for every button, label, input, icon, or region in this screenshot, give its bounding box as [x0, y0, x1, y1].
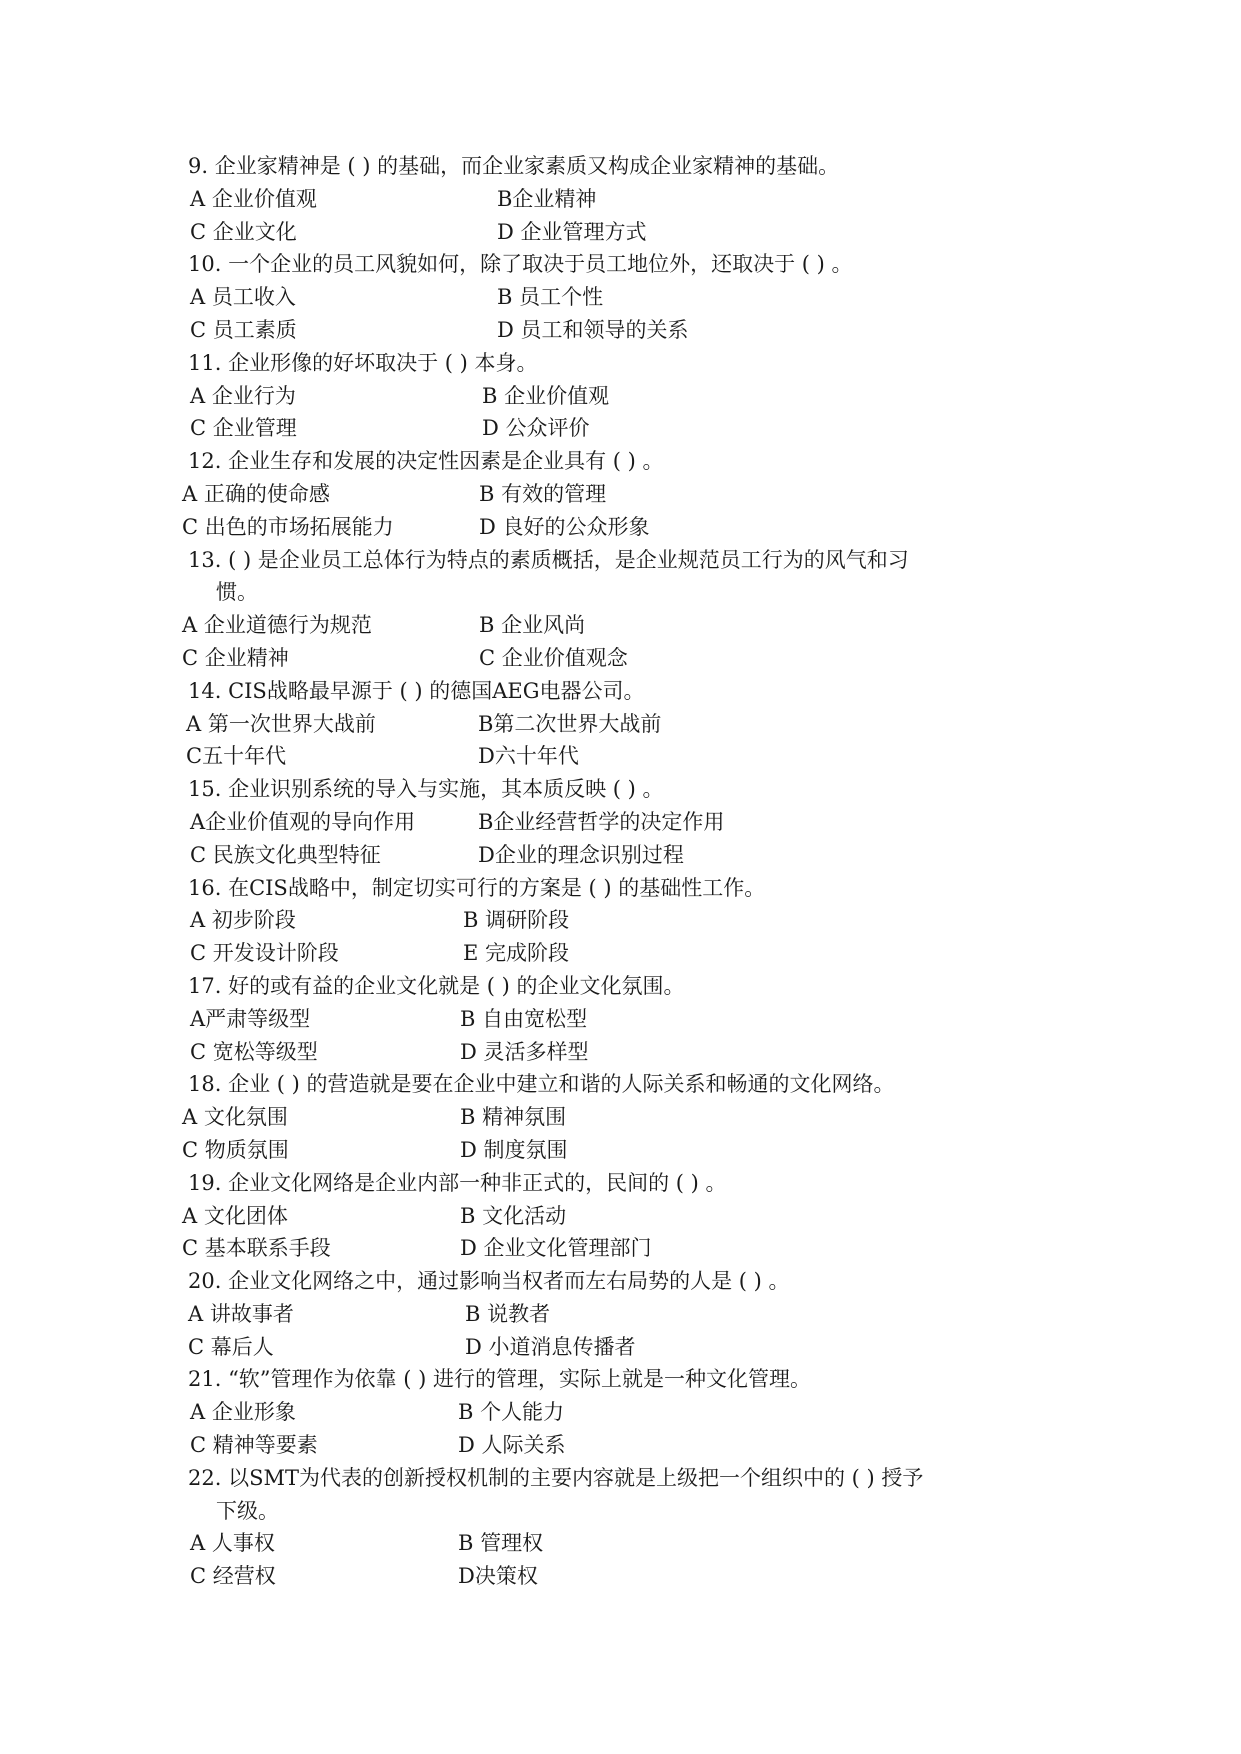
- option-right: B 有效的管理: [479, 481, 607, 506]
- option-row: [188, 806, 978, 839]
- question-block: [182, 445, 978, 543]
- question-stem: 22. 以SMT为代表的创新授权机制的主要内容就是上级把一个组织中的 ( ) 授予: [188, 1465, 924, 1490]
- option-right: D 公众评价: [482, 416, 590, 441]
- option-left: A 企业行为: [190, 383, 296, 408]
- option-row: [188, 839, 978, 872]
- option-right: B第二次世界大战前: [478, 711, 662, 736]
- option-row: [188, 1429, 978, 1462]
- option-row: [182, 1101, 978, 1134]
- option-row: [188, 740, 978, 773]
- question-list: [182, 150, 978, 1593]
- option-right: D 员工和领导的关系: [497, 317, 689, 342]
- question-stem: 12. 企业生存和发展的决定性因素是企业具有 ( ) 。: [188, 449, 664, 474]
- option-row: [188, 1003, 978, 1036]
- question-block: [188, 1363, 978, 1461]
- option-row: [182, 1200, 978, 1233]
- option-left: A 文化团体: [182, 1203, 288, 1228]
- option-right: D 良好的公众形象: [479, 514, 650, 539]
- option-right: D企业的理念识别过程: [478, 842, 684, 867]
- question-stem: 14. CIS战略最早源于 ( ) 的德国AEG电器公司。: [188, 678, 645, 703]
- question-stem: 21. “软”管理作为依靠 ( ) 进行的管理，实际上就是一种文化管理。: [188, 1367, 811, 1392]
- option-right: B 自由宽松型: [460, 1006, 588, 1031]
- option-left: C 宽松等级型: [190, 1039, 318, 1064]
- option-right: B 调研阶段: [463, 908, 570, 933]
- option-left: A 正确的使命感: [182, 481, 330, 506]
- option-right: E 完成阶段: [463, 941, 570, 966]
- option-row: [188, 1036, 978, 1069]
- option-left: C 基本联系手段: [182, 1236, 331, 1261]
- question-block: [182, 1068, 978, 1166]
- question-block: [188, 1265, 978, 1363]
- question-block: [188, 675, 978, 773]
- option-row: [188, 937, 978, 970]
- option-row: [182, 642, 978, 675]
- option-left: A 企业形象: [190, 1400, 296, 1425]
- question-block: [188, 970, 978, 1068]
- option-right: C 企业价值观念: [479, 645, 628, 670]
- option-left: C 精神等要素: [190, 1433, 318, 1458]
- option-row: [188, 1527, 978, 1560]
- question-stem-continuation: 下级。: [216, 1498, 279, 1523]
- question-block: [188, 150, 978, 248]
- option-row: [188, 1396, 978, 1429]
- option-left: A严肃等级型: [190, 1006, 311, 1031]
- option-row: [188, 183, 978, 216]
- option-row: [188, 1331, 978, 1364]
- option-right: D决策权: [458, 1564, 538, 1589]
- option-right: D 灵活多样型: [460, 1039, 589, 1064]
- option-left: A 企业价值观: [190, 186, 317, 211]
- option-row: [188, 1298, 978, 1331]
- option-left: C 企业管理: [190, 416, 297, 441]
- option-left: C 员工素质: [190, 317, 297, 342]
- option-left: A 员工收入: [190, 285, 296, 310]
- question-block: [188, 248, 978, 346]
- question-stem: 11. 企业形像的好坏取决于 ( ) 本身。: [188, 350, 538, 375]
- question-block: [188, 773, 978, 871]
- option-left: C 物质氛围: [182, 1137, 289, 1162]
- option-row: [182, 609, 978, 642]
- option-left: C 企业文化: [190, 219, 297, 244]
- option-row: [188, 708, 978, 741]
- option-left: A 第一次世界大战前: [186, 711, 376, 736]
- option-left: A 文化氛围: [182, 1105, 288, 1130]
- option-right: B企业精神: [497, 186, 597, 211]
- option-row: [188, 314, 978, 347]
- question-stem-continuation: 惯。: [216, 580, 258, 605]
- option-left: C 出色的市场拓展能力: [182, 514, 394, 539]
- question-stem: 18. 企业 ( ) 的营造就是要在企业中建立和谐的人际关系和畅通的文化网络。: [188, 1072, 895, 1097]
- option-left: C 幕后人: [188, 1334, 274, 1359]
- option-right: B 员工个性: [497, 285, 604, 310]
- option-right: B 企业风尚: [479, 613, 586, 638]
- question-stem: 13. ( ) 是企业员工总体行为特点的素质概括，是企业规范员工行为的风气和习: [188, 547, 909, 572]
- option-right: D 制度氛围: [460, 1137, 568, 1162]
- option-right: D 人际关系: [458, 1433, 566, 1458]
- question-stem: 16. 在CIS战略中，制定切实可行的方案是 ( ) 的基础性工作。: [188, 875, 766, 900]
- option-row: [182, 1232, 978, 1265]
- option-right: B 文化活动: [460, 1203, 567, 1228]
- option-row: [188, 380, 978, 413]
- question-stem: 19. 企业文化网络是企业内部一种非正式的，民间的 ( ) 。: [188, 1170, 727, 1195]
- option-row: [188, 904, 978, 937]
- question-block: [182, 544, 978, 675]
- option-left: A 初步阶段: [190, 908, 296, 933]
- question-block: [188, 347, 978, 445]
- question-stem: 20. 企业文化网络之中，通过影响当权者而左右局势的人是 ( ) 。: [188, 1269, 790, 1294]
- option-right: B 管理权: [458, 1531, 544, 1556]
- option-right: D 小道消息传播者: [465, 1334, 636, 1359]
- question-stem: 9. 企业家精神是 ( ) 的基础，而企业家素质又构成企业家精神的基础。: [188, 154, 840, 178]
- option-left: A企业价值观的导向作用: [190, 809, 416, 834]
- question-stem: 10. 一个企业的员工风貌如何，除了取决于员工地位外，还取决于 ( ) 。: [188, 252, 853, 277]
- option-row: [188, 412, 978, 445]
- question-block: [182, 1167, 978, 1265]
- question-block: [188, 872, 978, 970]
- option-right: B 精神氛围: [460, 1105, 567, 1130]
- question-stem: 15. 企业识别系统的导入与实施，其本质反映 ( ) 。: [188, 777, 664, 802]
- option-right: B 企业价值观: [482, 383, 610, 408]
- option-right: D 企业文化管理部门: [460, 1236, 652, 1261]
- option-row: [182, 478, 978, 511]
- option-left: A 人事权: [190, 1531, 275, 1556]
- option-right: B 说教者: [465, 1301, 551, 1326]
- option-right: D六十年代: [478, 744, 579, 769]
- question-block: [188, 1462, 978, 1593]
- option-left: C 经营权: [190, 1564, 276, 1589]
- option-right: D 企业管理方式: [497, 219, 647, 244]
- option-left: C 企业精神: [182, 645, 289, 670]
- option-right: B 个人能力: [458, 1400, 565, 1425]
- option-left: C五十年代: [186, 744, 287, 769]
- option-row: [188, 1560, 978, 1593]
- option-right: B企业经营哲学的决定作用: [478, 809, 725, 834]
- option-left: C 开发设计阶段: [190, 941, 339, 966]
- option-left: A 讲故事者: [188, 1301, 294, 1326]
- option-row: [188, 216, 978, 249]
- question-stem: 17. 好的或有益的企业文化就是 ( ) 的企业文化氛围。: [188, 973, 685, 998]
- option-row: [182, 1134, 978, 1167]
- option-row: [188, 281, 978, 314]
- option-left: A 企业道德行为规范: [182, 613, 372, 638]
- option-left: C 民族文化典型特征: [190, 842, 381, 867]
- option-row: [182, 511, 978, 544]
